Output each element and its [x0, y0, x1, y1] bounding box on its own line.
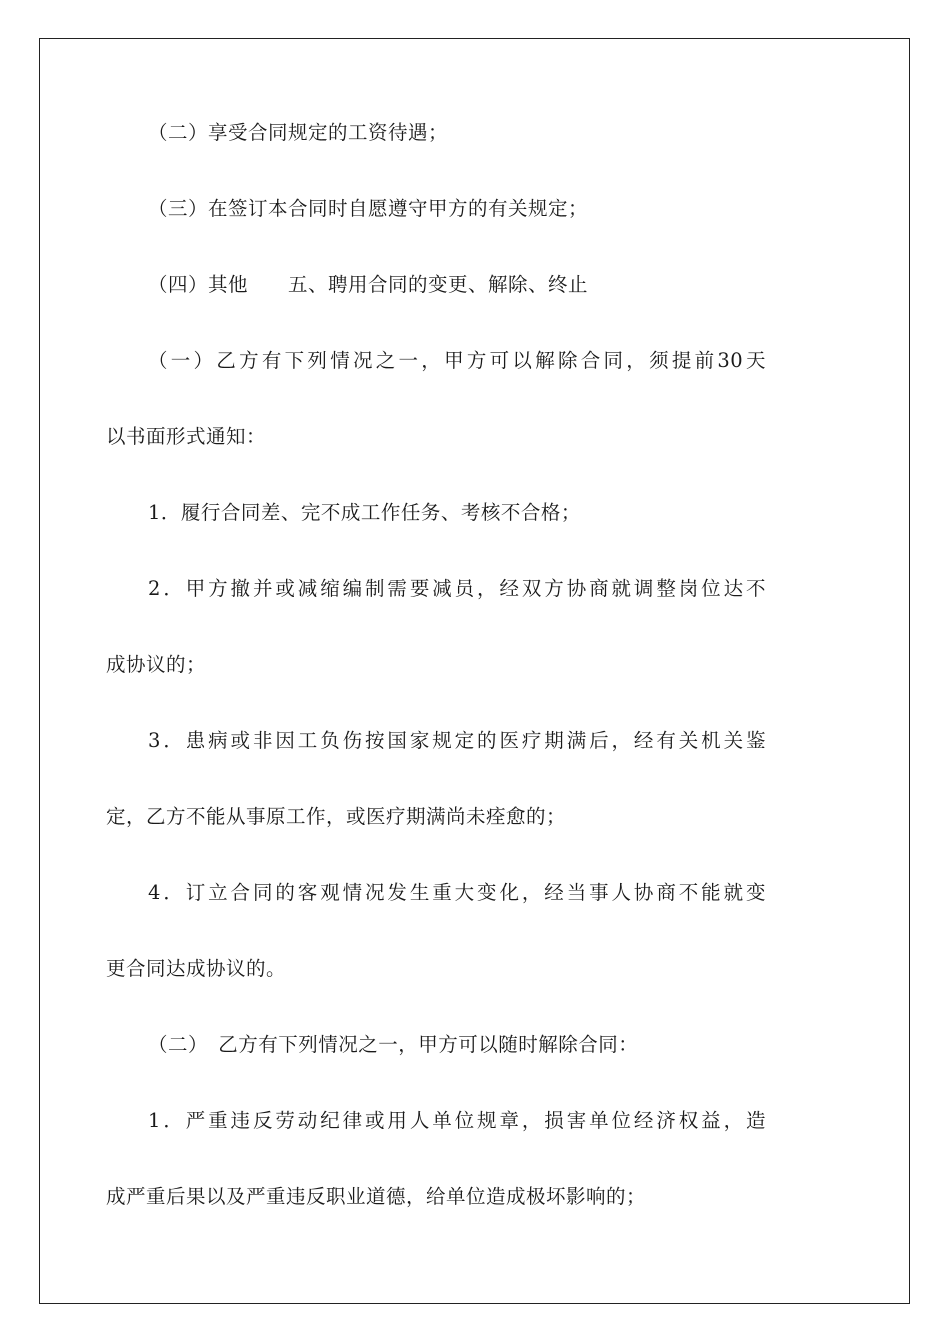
paragraph-line: 成严重后果以及严重违反职业道德，给单位造成极坏影响的； — [106, 1185, 647, 1208]
paragraph-line: 3．患病或非因工负伤按国家规定的医疗期满后，经有关机关鉴 — [148, 729, 766, 752]
paragraph-line: （一）乙方有下列情况之一，甲方可以解除合同，须提前30天 — [148, 349, 766, 372]
paragraph-line: 定，乙方不能从事原工作，或医疗期满尚未痊愈的； — [106, 805, 567, 828]
paragraph-line: （三）在签订本合同时自愿遵守甲方的有关规定； — [148, 197, 589, 220]
document-body — [106, 114, 766, 1254]
paragraph-line: 更合同达成协议的。 — [106, 957, 287, 980]
paragraph-line: 以书面形式通知： — [106, 425, 267, 448]
paragraph-line: （二） 乙方有下列情况之一，甲方可以随时解除合同： — [148, 1033, 639, 1056]
paragraph-line: （四）其他 五、聘用合同的变更、解除、终止 — [148, 273, 589, 296]
paragraph-line: 1．履行合同差、完不成工作任务、考核不合格； — [148, 501, 581, 524]
paragraph-line: 1．严重违反劳动纪律或用人单位规章，损害单位经济权益，造 — [148, 1109, 766, 1132]
paragraph-line: 2．甲方撤并或减缩编制需要减员，经双方协商就调整岗位达不 — [148, 577, 766, 600]
paragraph-line: 4．订立合同的客观情况发生重大变化，经当事人协商不能就变 — [148, 881, 766, 904]
paragraph-line: （二）享受合同规定的工资待遇； — [148, 121, 449, 144]
paragraph-line: 成协议的； — [106, 653, 207, 676]
